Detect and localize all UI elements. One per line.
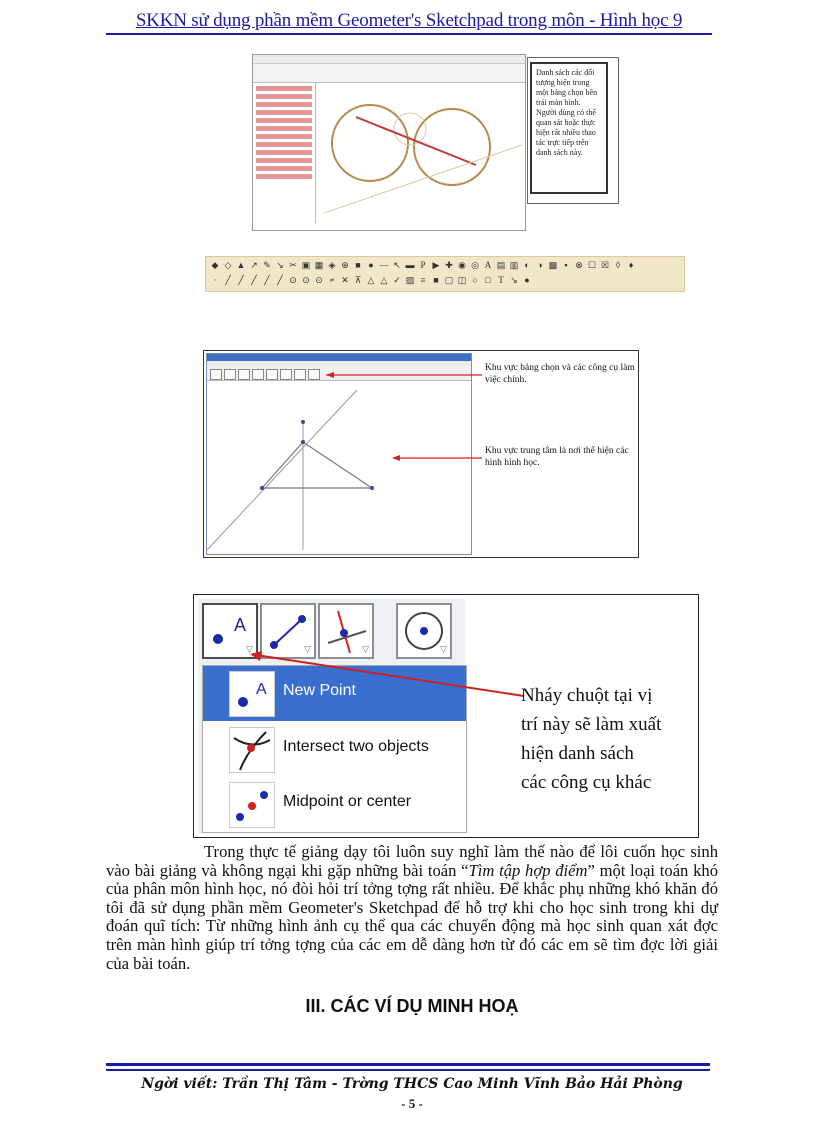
circle-right xyxy=(414,109,490,185)
header-rule xyxy=(106,33,712,35)
figure-tool-menu xyxy=(193,594,699,838)
section-heading: III. CÁC VÍ DỤ MINH HOẠ xyxy=(305,996,519,1016)
figure1-caption: Danh sách các đối tượng hiện trong một bảng chọn bên trái màn hình. Người dùng có thể quan sát hoặc thực hiện rất nhiều thao tác trực tiếp trên danh sách này. xyxy=(530,62,608,194)
segment-tool-button[interactable]: ▽ xyxy=(260,603,316,659)
toolbar xyxy=(253,64,525,83)
page-number: - 5 - xyxy=(401,1096,423,1111)
circle-left xyxy=(332,105,408,181)
callout-text: Nháy chuột tại vị trí này sẽ làm xuất hiện danh sách các công cụ khác xyxy=(521,685,662,793)
circle-tool-button[interactable]: ▽ xyxy=(396,603,452,659)
line-light xyxy=(324,145,522,213)
menubar xyxy=(253,55,525,64)
svg-text:A: A xyxy=(256,681,267,698)
sketch-canvas xyxy=(316,83,524,228)
header-title: SKKN sử dụng phần mềm Geometer's Sketchpad trong môn - Hình học 9 xyxy=(135,10,683,31)
menu-label: Midpoint or center xyxy=(283,793,412,810)
object-list-panel xyxy=(253,83,316,223)
figure-sketchpad-window xyxy=(252,54,526,231)
svg-text:A: A xyxy=(234,615,247,635)
menu-label: New Point xyxy=(283,682,356,699)
toolbar-strip: ◆ ◇ ▲ ↗ ✎ ↘ ✂ ▣ ▦ ◈ ⊕ ■ ● — ↖ ▬ P ▶ ✚ ◉ ◎ A ▤ ▥ ◐ ◑ ▩ ▪ ⊗ ☐ ☒ ◊ ♦ · ╱ ╱ ╱ ╱ ╱ ⊙ ⊙ ⊙ ≠ ✕ ⊼ △ △ ✓ ▨ ≡ ■ ▢ ◫ ○ □ T ↘ ● xyxy=(205,256,685,292)
dropdown-triangle-icon[interactable]: ▽ xyxy=(246,644,253,654)
perpendicular-tool-button[interactable]: ▽ xyxy=(318,603,374,659)
footer-rule xyxy=(106,1063,710,1066)
footer-author: Ngời viết: Trần Thị Tâm - Trờng THCS Cao Minh Vĩnh Bảo Hải Phòng xyxy=(141,1076,683,1092)
footer-rule-thin xyxy=(106,1069,710,1071)
body-paragraph: Trong thực tế giảng dạy tôi luôn suy nghĩ làm thế nào để lôi cuốn học sinh vào bài giảng và không ngại khi gặp những bài toán “Tìm tập hợp điểm” một loại toán khó của phân môn hình học, nó đòi hỏi trí tởng tợng rất nhiều. Để khắc phụ những khó khăn đó tôi đã sử dụng phần mềm Geometer's Sketchpad để hỗ trợ khi cho học sinh trong khi dự đoán quĩ tích: Từ những hình ảnh cụ thể qua các chuyển động mà học sinh quan xát đợc trên màn hình giúp trí tởng tợng của các em dễ dàng hơn từ đó các em sẽ tìm đợc lời giải của bài toán. xyxy=(106,842,718,973)
menu-label: Intersect two objects xyxy=(283,738,429,755)
circle-small xyxy=(394,113,426,145)
figure-work-area xyxy=(203,350,639,558)
note-toolbar-area: Khu vực bảng chọn và các công cụ làm việc chính. xyxy=(485,363,635,385)
note-canvas-area: Khu vực trung tâm là nơi thể hiện các hình hình học. xyxy=(485,446,629,468)
